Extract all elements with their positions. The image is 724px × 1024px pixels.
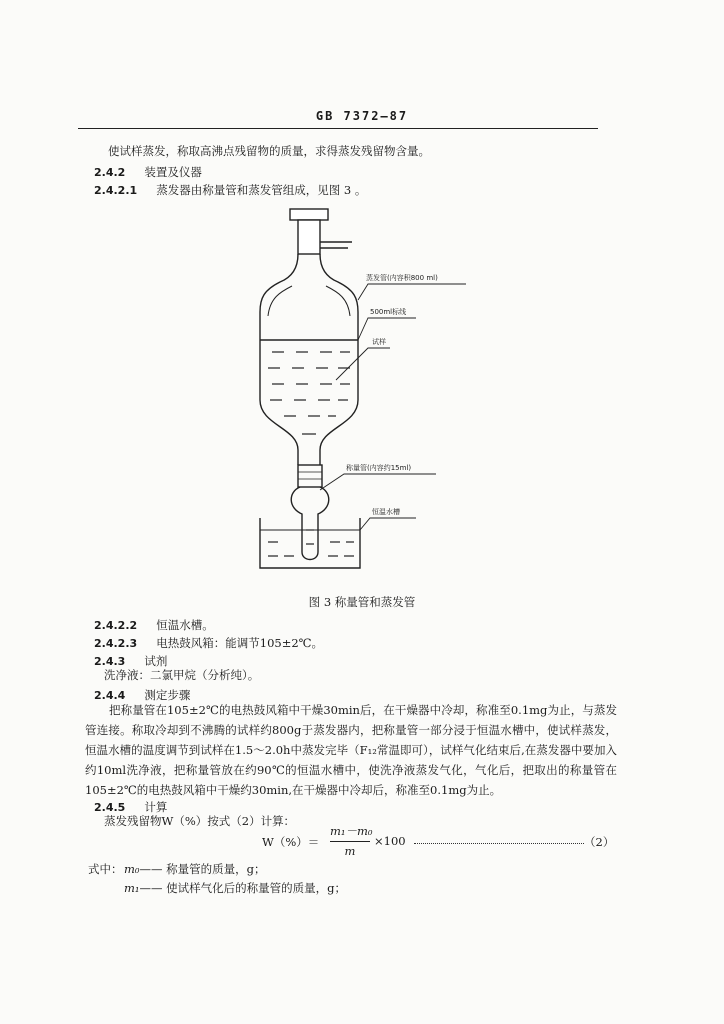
sample-liquid: [268, 352, 350, 434]
leader-mark: [358, 318, 416, 340]
section-number: 2.4.2.3: [94, 637, 138, 650]
section-2-4-2-2: [94, 614, 214, 633]
section-text: 电热鼓风箱：能调节105±2℃。: [156, 636, 324, 650]
label-sample: 试样: [372, 338, 386, 346]
section-number: 2.4.4: [94, 689, 126, 702]
label-mark: 500ml标线: [370, 308, 407, 316]
section-number: 2.4.5: [94, 801, 126, 814]
side-tube: [320, 242, 352, 248]
formula-fraction: [330, 823, 373, 858]
formula-denominator: m: [344, 844, 356, 858]
section-title: 计算: [144, 800, 168, 814]
leader-sample: [336, 348, 390, 380]
label-bath: 恒温水槽: [372, 508, 400, 516]
section-number: 2.4.2.2: [94, 619, 138, 632]
label-evap: 蒸发管(内容积800 ml): [366, 274, 438, 282]
section-2-4-2: [94, 161, 202, 180]
formula-leader-dots: [414, 843, 584, 844]
formula-eqno: （2）: [584, 835, 615, 849]
formula-numerator: m₁－m₀: [330, 824, 373, 838]
where-prefix: 式中：: [88, 862, 123, 876]
section-title: 测定步骤: [144, 688, 191, 702]
intro-text: 使试样蒸发，称取高沸点残留物的质量，求得蒸发残留物含量。: [108, 144, 430, 158]
formula-lhs: W（%）＝: [262, 835, 320, 849]
var-symbol: m₁——: [124, 881, 163, 895]
leader-weigh: [320, 474, 436, 490]
header-rule: [78, 128, 598, 129]
bath-water: [268, 530, 354, 556]
section-2-4-2-3: [94, 632, 323, 651]
leader-bath: [360, 518, 416, 530]
figure-caption: 图 3 称量管和蒸发管: [308, 595, 416, 609]
var-symbol: m₀——: [124, 862, 163, 876]
var-row: [124, 861, 266, 877]
figure-3-diagram: [240, 200, 500, 580]
weighing-tube: [291, 487, 329, 560]
formula-times: ×100: [374, 834, 406, 848]
reagent-text: 洗净液：二氯甲烷（分析纯）。: [104, 668, 260, 682]
evaporation-tube-left: [260, 254, 298, 465]
water-bath: [260, 518, 360, 568]
page-header: GB 7372—87: [315, 109, 409, 123]
var-desc: 称量管的质量，g；: [166, 862, 266, 876]
section-title: 装置及仪器: [144, 165, 202, 179]
fraction-bar: [330, 841, 370, 842]
section-2-4-2-1: [94, 179, 366, 198]
label-weigh: 称量管(内容约15ml): [346, 464, 412, 472]
section-text: 恒温水槽。: [156, 618, 214, 632]
var-desc: 使试样气化后的称量管的质量，g；: [166, 881, 347, 895]
section-number: 2.4.2: [94, 166, 126, 179]
section-title: 试剂: [144, 654, 168, 668]
ground-joint: [298, 465, 322, 487]
procedure-paragraph: 把称量管在105±2℃的电热鼓风箱中干燥30min后，在干燥器中冷却，称准至0.1mg为止，与蒸发管连接。称取冷却到不沸腾的试样约800g于蒸发器内，把称量管一部分浸于恒温水槽中，使试样蒸发，恒温水槽的温度调节到试样在1.5～2.0h中蒸发完毕（F₁₂常温即可），试样气化结束后,在蒸发器中要加入约10ml洗净液，把称量管放在约90℃的恒温水槽中，使洗净液蒸发气化，气化后，把取出的称量管在105±2℃的电热鼓风箱中干燥约30min,在干燥器中冷却后，称准至0.1mg为止。: [85, 703, 617, 797]
stopper-neck: [298, 220, 320, 254]
section-number: 2.4.3: [94, 655, 126, 668]
section-number: 2.4.2.1: [94, 184, 138, 197]
stopper-cap: [290, 209, 328, 220]
var-row: [124, 880, 346, 896]
section-text: 蒸发器由称量管和蒸发管组成，见图 3 。: [156, 183, 367, 197]
evaporation-tube-right: [320, 254, 358, 465]
leader-evap: [358, 284, 466, 300]
calc-intro: 蒸发残留物W（%）按式（2）计算：: [104, 814, 296, 828]
